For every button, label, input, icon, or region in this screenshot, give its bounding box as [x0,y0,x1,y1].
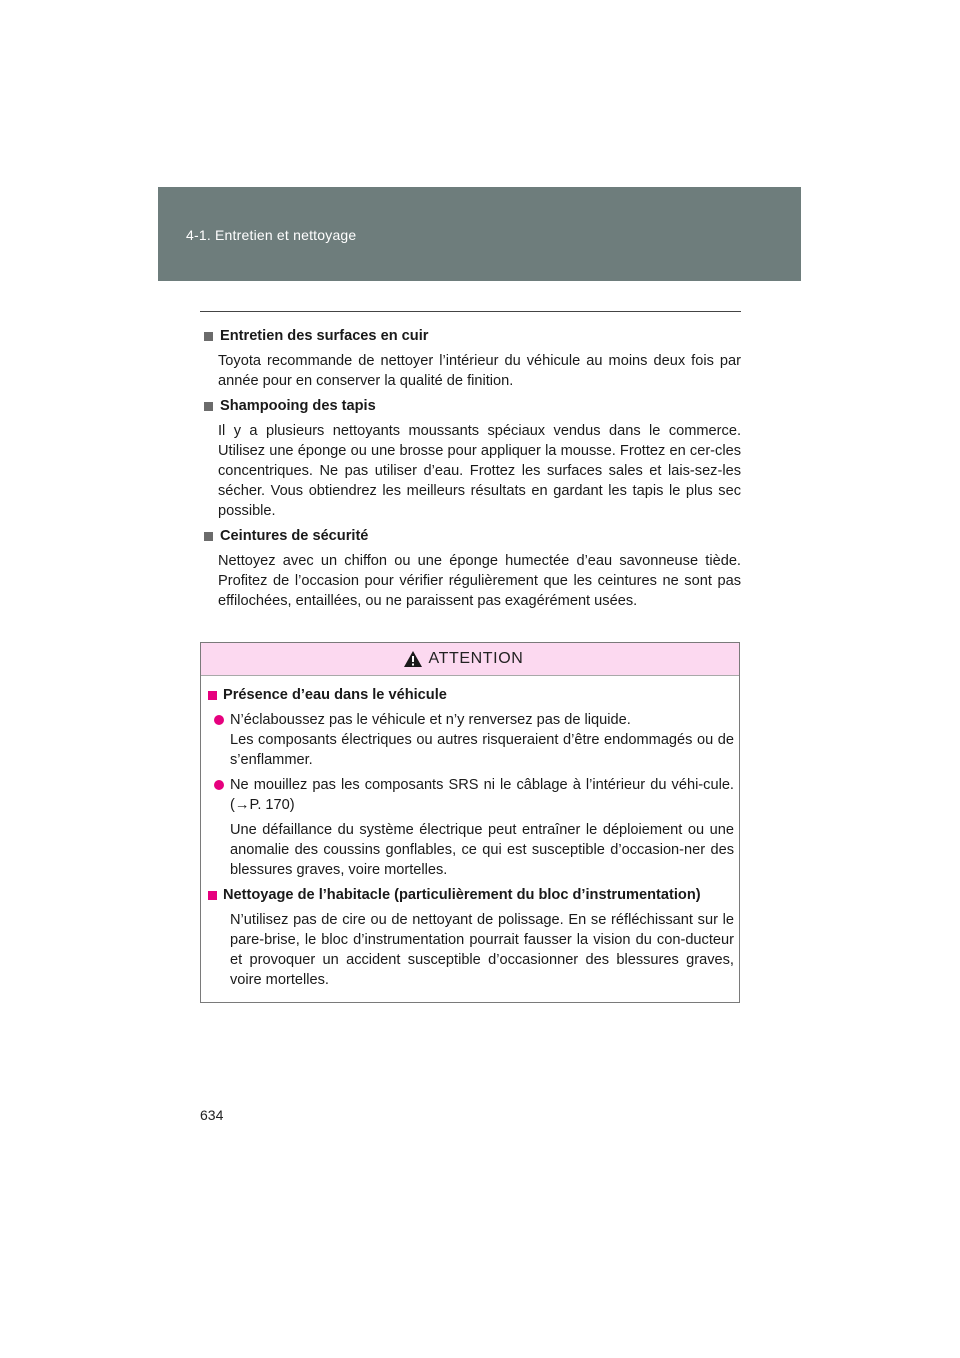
main-content [200,326,741,616]
attention-subheading [206,685,734,705]
section-paragraph: Nettoyez avec un chiffon ou une éponge humectée d’eau savonneuse tiède. Profitez de l’occasion pour vérifier régulièrement que les ceintures ne sont pas effilochées, entaillées, ou ne paraissent pas exagérément usées. [218,553,741,609]
warning-triangle-icon [403,650,423,668]
bullet-continuation: Une défaillance du système électrique peut entraîner le déploiement ou une anomalie des coussins gonflables, ce qui est susceptible d’occasion-ner des blessures graves, voire mortelles. [230,822,734,878]
heading-text: Ceintures de sécurité [220,528,369,544]
bullet-text [230,775,734,815]
circle-bullet-icon [214,715,224,725]
seat-belts-section [200,526,741,611]
bullet-text [230,710,734,770]
section-heading [200,396,741,416]
attention-title: ATTENTION [428,650,524,667]
square-bullet-icon [208,691,217,700]
section-header-band [158,187,801,281]
attention-box [200,642,740,1003]
attention-header [201,643,739,676]
circle-bullet-icon [214,780,224,790]
bullet-line: Ne mouillez pas les composants SRS ni le câblage à l’intérieur du véhi-cule. ( [230,777,734,813]
heading-text: Présence d’eau dans le véhicule [223,687,447,703]
section-paragraph: Toyota recommande de nettoyer l’intérieur du véhicule au moins deux fois par année pour en conserver la qualité de finition. [218,353,741,389]
heading-text: Shampooing des tapis [220,398,376,414]
heading-text: Nettoyage de l’habitacle (particulièrement du bloc d’instrumentation) [223,887,701,903]
carpet-shampoo-section [200,396,741,521]
attention-paragraph: N’utilisez pas de cire ou de nettoyant de polissage. En se réfléchissant sur le pare-brise, le bloc d’instrumentation pourrait fausser la vision du con-ducteur et provoquer un accident susceptible d’occasionner des blessures graves, voire mortelles. [230,912,734,988]
bullet-line: N’éclaboussez pas le véhicule et n’y renversez pas de liquide. [230,712,631,728]
arrow-icon: → [234,797,250,813]
square-bullet-icon [204,402,213,411]
bullet-line: Les composants électriques ou autres risqueraient d’être endommagés ou de s’enflammer. [230,732,734,768]
section-heading [200,526,741,546]
square-bullet-icon [204,532,213,541]
page-reference-link[interactable]: P. 170) [249,797,295,813]
top-divider [200,311,741,312]
attention-subheading [206,885,734,905]
square-bullet-icon [208,891,217,900]
leather-care-section [200,326,741,391]
section-paragraph: Il y a plusieurs nettoyants moussants spéciaux vendus dans le commerce. Utilisez une éponge ou une brosse pour appliquer la mousse. Frottez en cer-cles concentriques. Ne pas utiliser d’eau. Frottez les surfaces sales et lais-sez-les sécher. Vous obtiendrez les meilleurs résultats en gardant les tapis le plus sec possible. [218,423,741,519]
section-title: 4-1. Entretien et nettoyage [186,227,357,243]
bullet-item [214,775,734,815]
section-heading [200,326,741,346]
heading-text: Entretien des surfaces en cuir [220,328,429,344]
page-number: 634 [200,1107,224,1123]
square-bullet-icon [204,332,213,341]
bullet-item [214,710,734,770]
attention-body [201,676,739,990]
